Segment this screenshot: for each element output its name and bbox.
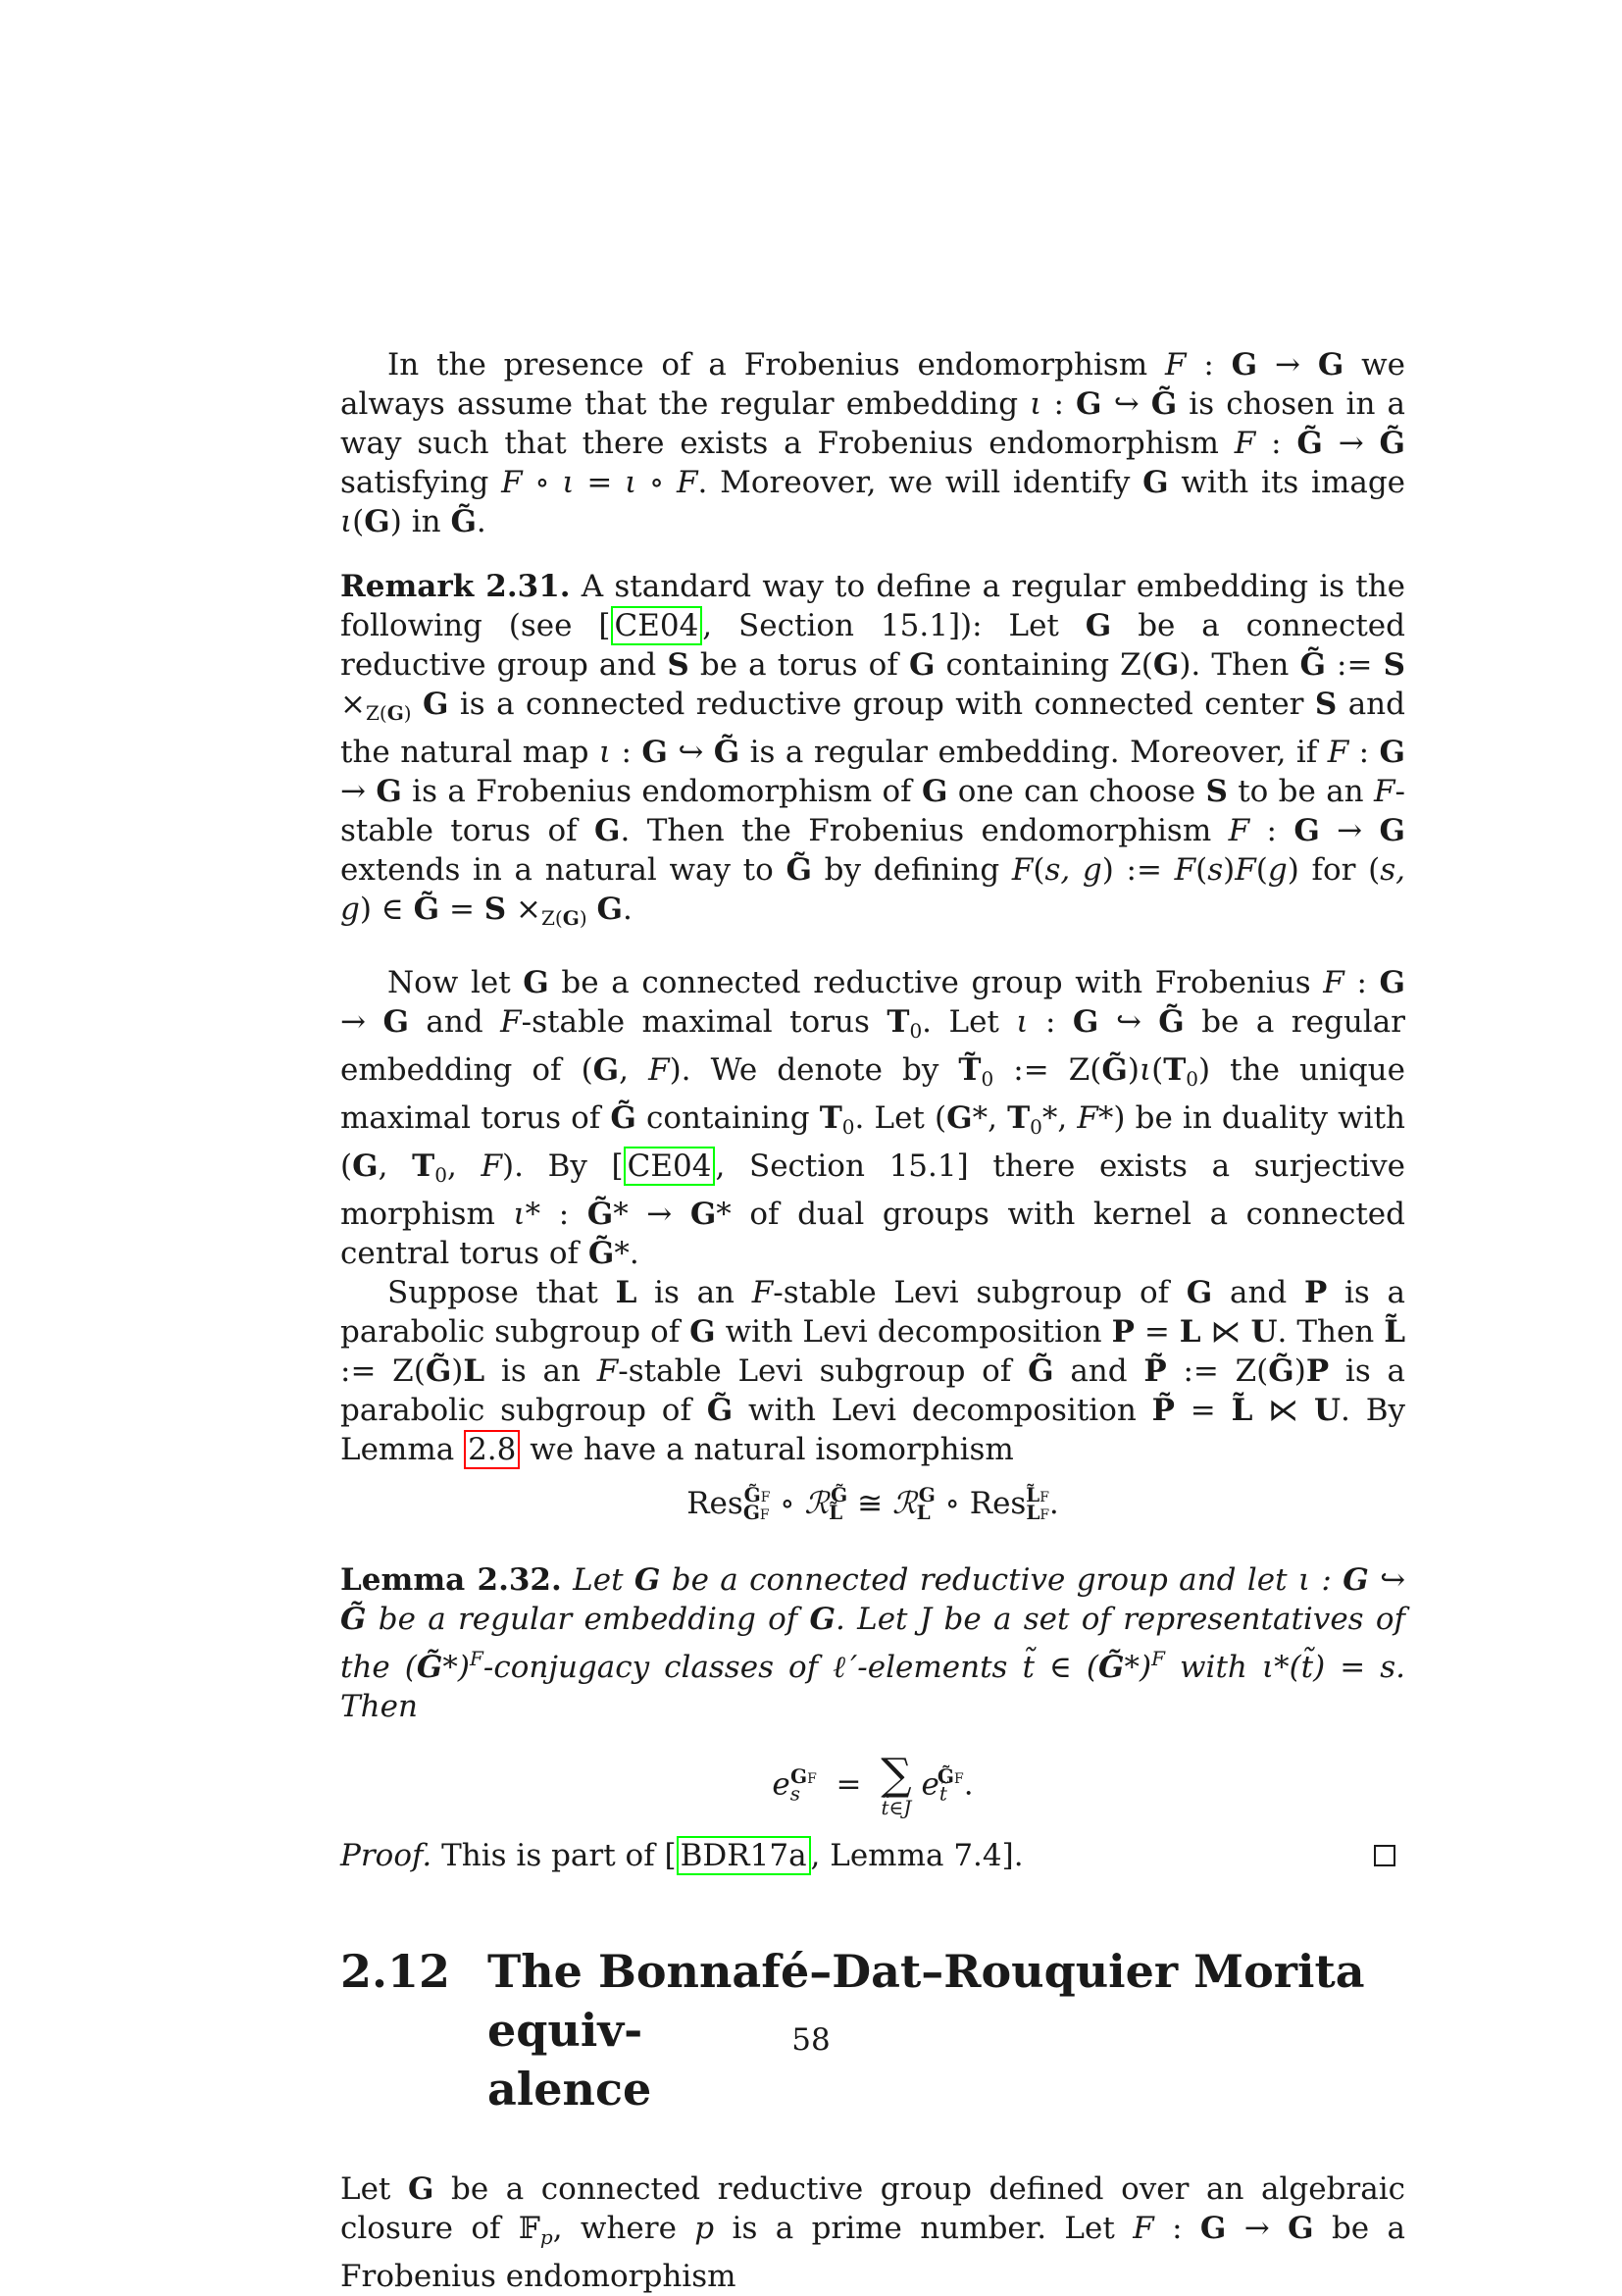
- reference-lemma-2-8[interactable]: 2.8: [464, 1430, 520, 1469]
- page-body: [340, 345, 1405, 2296]
- paragraph-frobenius-embedding: In the presence of a Frobenius endomorphism F : G → G we always assume that the regular embedding ι : G ↪ G̃ is chosen in a way such that there exists a Frobenius endomorphism F : G̃ → G̃ satisfying F ∘ ι = ι ∘ F. Moreover, we will identify G with its image ι(G) in G̃.: [340, 347, 1406, 539]
- page-number: 58: [791, 2022, 831, 2058]
- lemma-label: Lemma 2.32.: [340, 1562, 562, 1598]
- section-number: 2.12: [340, 1945, 451, 1998]
- citation-ce04-2[interactable]: CE04: [624, 1147, 716, 1186]
- lemma-2-32: Lemma 2.32. Let G be a connected reductive group and let ι : G ↪ G̃ be a regular embedding of G. Let J be a set of representatives of the (G̃*)$^F$-conjugacy classes of ℓ′-elements t̃ ∈ (G̃*)$^F$ with ι*(t̃) = s. Then: [340, 1562, 1406, 1724]
- paragraph-section-intro: Let G be a connected reductive group defined over an algebraic closure of 𝔽$_p$, where p is a prime number. Let F : G → G be a Frobenius endomorphism: [340, 2171, 1405, 2294]
- paragraph-levi: Suppose that L is an F-stable Levi subgroup of G and P is a parabolic subgroup of G with Levi decomposition P = L ⋉ U. Then L̃ := Z(G̃)L is an F-stable Levi subgroup of G̃ and P̃ := Z(G̃)P is a parabolic subgroup of G̃ with Levi decomposition P̃ = L̃ ⋉ U. By Lemma 2.8 we have a natural isomorphism: [340, 1275, 1406, 1467]
- qed-square-icon: [1374, 1845, 1395, 1866]
- section-title: The Bonnafé–Dat–Rouquier Morita equiv- alence: [487, 1945, 1365, 2116]
- citation-bdr17a[interactable]: BDR17a: [677, 1836, 811, 1875]
- proof: [340, 1836, 1405, 1875]
- remark-label: Remark 2.31.: [340, 569, 571, 604]
- citation-ce04[interactable]: CE04: [611, 606, 703, 645]
- display-equation-idempotent: $e_s^{GF}$ = ∑ t̃∈J $e_{t̃}^{G̃F}$.: [772, 1750, 974, 1819]
- proof-text: Proof. This is part of [ BDR17a , Lemma 7.4].: [340, 1838, 1024, 1873]
- remark-2-31: Remark 2.31. A standard way to define a regular embedding is the following (see [ CE04 , Section 15.1]): Let G be a connected reductive group and S be a torus of G containing Z(G). Then G̃ := $S \times_{Z(G)}$ G is a connected reductive group with connected center S and the natural map ι : G ↪ G̃ is a regular embedding. Moreover, if F : G → G is a Frobenius endomorphism of G one can choose S to be an F-stable torus of G. Then the Frobenius endomorphism F : G → G extends in a natural way to G̃ by defining F(s, g) := F(s)F(g) for (s, g) ∈ G̃ = $S \times_{Z(G)}$ G.: [340, 569, 1406, 930]
- proof-label: Proof.: [340, 1838, 432, 1873]
- paragraph-dual-groups: Now let G be a connected reductive group with Frobenius F : G → G and F-stable maximal torus $T_0$. Let ι : G ↪ G̃ be a regular embedding of (G, F). We denote by $T̃_0$ := $Z(G̃)\iota(T_0)$ the unique maximal torus of G̃ containing $T_0$. Let (G*, $T_0*$, F*) be in duality with (G, $T_0$, F). By [ CE04 , Section 15.1] there exists a surjective morphism ι* : G̃* → G* of dual groups with kernel a connected central torus of G̃*.: [340, 965, 1406, 1271]
- display-equation-res: Res$_{GF}^{G̃F}$ ∘ ℛ$_{L̃}^{G̃}$ ≅ ℛ$_L^G$ ∘ Res$_{LF}^{L̃F}$.: [686, 1483, 1059, 1524]
